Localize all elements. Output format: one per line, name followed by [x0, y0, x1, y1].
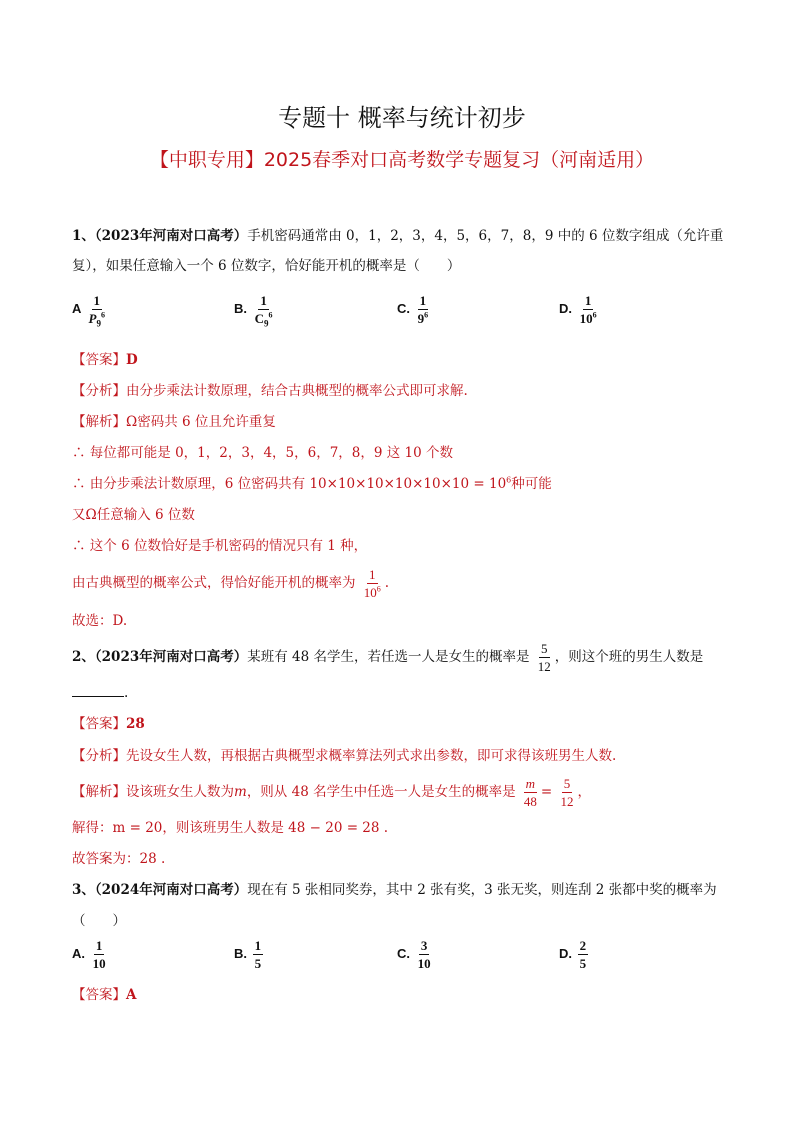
q3-answer-tag: 【答案】: [72, 987, 126, 1003]
q2-stem-line1: [72, 640, 703, 674]
q1-stem-text1: 手机密码通常由 0，1，2，3，4，5，6，7，8，9 中的 6 位数字组成（允许重: [247, 228, 724, 244]
q3-option-a-label: A.: [72, 945, 85, 961]
document-page: [72, 0, 732, 1123]
q2-analysis: [72, 746, 616, 766]
q2-solution-text1b: ，则从 48 名学生中任选一人是女生的概率是: [246, 784, 516, 800]
q1-option-c-num: 1: [419, 293, 427, 308]
q2-number: 2、: [72, 649, 95, 665]
q1-answer-tag: 【答案】: [72, 352, 126, 368]
q3-option-b: [234, 938, 265, 971]
q3-option-d-num: 2: [579, 938, 587, 953]
q2-conclusion: 故答案为：28 .: [72, 851, 166, 867]
q1-solution-line1: [72, 412, 276, 432]
q1-option-b-fraction: [253, 293, 275, 329]
q1-solution-line4: 又Ω任意输入 6 位数: [72, 507, 195, 523]
q1-conclusion: 故选：D.: [72, 613, 128, 629]
q3-option-c-label: C.: [397, 945, 410, 961]
page-title: 专题十 概率与统计初步: [278, 104, 526, 132]
q3-stem-text1: 现在有 5 张相同奖券，其中 2 张有奖，3 张无奖，则连刮 2 张都中奖的概率为: [247, 882, 717, 898]
q3-option-d-fraction: [578, 938, 589, 971]
q1-option-b-sup: 6: [268, 310, 273, 320]
q2-analysis-text: 先设女生人数，再根据古典概型求概率算法列式求出参数，即可求得该班男生人数.: [126, 748, 617, 764]
q1-option-c: [397, 293, 432, 326]
q1-solution-text3b: 种可能: [511, 476, 552, 492]
q3-option-c: [397, 938, 435, 971]
q1-option-d-num: 1: [584, 293, 592, 308]
q2-solution-frac1-num: m: [525, 776, 536, 791]
q3-option-b-label: B.: [234, 945, 247, 961]
q3-option-d-label: D.: [559, 945, 572, 961]
q2-solution-line1: [72, 774, 591, 810]
q1-stem-text2: 复），如果任意输入一个 6 位数字，恰好能开机的概率是（ ）: [72, 258, 461, 274]
q1-solution-frac-den: 10: [363, 585, 377, 600]
q2-solution-frac1-den: 48: [523, 794, 537, 809]
q1-option-d-den: 10: [579, 311, 593, 326]
q2-stem-text-b: ，则这个班的男生人数是: [554, 649, 704, 665]
q3-option-b-fraction: [253, 938, 264, 971]
q3-option-c-num: 3: [420, 938, 428, 953]
q3-option-a-fraction: [91, 938, 108, 971]
q2-answer-tag: 【答案】: [72, 716, 126, 732]
q1-option-a-num: 1: [93, 293, 100, 308]
q1-option-a-sub: 9: [96, 318, 101, 329]
q1-solution-tag: 【解析】: [72, 414, 126, 430]
q1-option-a-label: A: [72, 300, 81, 316]
q2-analysis-tag: 【分析】: [72, 748, 126, 764]
q1-solution-text6a: 由古典概型的概率公式，得恰好能开机的概率为: [72, 575, 356, 591]
q1-solution-line6: [72, 566, 389, 600]
q1-solution-fraction: [362, 567, 383, 600]
q1-option-b-den: C: [254, 311, 265, 326]
q1-option-b-label: B.: [234, 300, 247, 316]
q3-option-a: [72, 938, 110, 971]
q1-analysis-text: 由分步乘法计数原理，结合古典概型的概率公式即可求解.: [126, 383, 468, 399]
q1-solution-line3: [72, 474, 552, 494]
q1-option-a-fraction: [87, 293, 107, 329]
q1-source: （2023年河南对口高考）: [94, 228, 248, 244]
q1-option-c-sup: 6: [424, 310, 429, 320]
q1-option-a: [72, 293, 109, 329]
q1-option-a-sup: 6: [100, 310, 105, 320]
q1-solution-text6b: .: [384, 575, 390, 591]
q3-stem-line2: （ ）: [72, 913, 126, 929]
q2-answer: [72, 714, 145, 734]
q1-answer: [72, 350, 138, 370]
q3-stem-line1: [72, 880, 717, 900]
q2-source: （2023年河南对口高考）: [94, 649, 248, 665]
q3-answer: [72, 985, 136, 1005]
q1-option-c-label: C.: [397, 300, 410, 316]
q2-stem-line2: [72, 682, 128, 703]
q2-solution-fraction2: [558, 776, 575, 809]
q3-source: （2024年河南对口高考）: [94, 882, 248, 898]
q1-option-b: [234, 293, 277, 329]
q2-solution-line2: 解得：m = 20，则该班男生人数是 48 − 20 = 28 .: [72, 820, 389, 836]
q1-solution-text1: Ω密码共 6 位且允许重复: [126, 414, 276, 430]
q1-option-b-sub: 9: [264, 318, 269, 329]
q3-option-d: [559, 938, 590, 971]
q3-option-a-num: 1: [95, 938, 103, 953]
q1-option-c-fraction: [416, 293, 431, 326]
q1-solution-text3a: ∴ 由分步乘法计数原理，6 位密码共有 10×10×10×10×10×10 = 10: [72, 476, 507, 492]
q3-option-b-num: 1: [254, 938, 262, 953]
q2-stem-frac-den: 12: [537, 659, 551, 674]
q2-solution-frac2-den: 12: [560, 794, 574, 809]
q3-option-d-den: 5: [579, 956, 587, 971]
q1-solution-line5: ∴ 这个 6 位数恰好是手机密码的情况只有 1 种，: [72, 538, 368, 554]
q1-option-d: [559, 293, 601, 326]
q3-option-a-den: 10: [92, 956, 106, 971]
q1-option-d-sup: 6: [592, 310, 597, 320]
q3-option-b-den: 5: [254, 956, 262, 971]
q2-stem-fraction: [536, 641, 553, 674]
q2-stem-text-a: 某班有 48 名学生，若任选一人是女生的概率是: [247, 649, 530, 665]
q1-solution-line2: ∴ 每位都可能是 0，1，2，3，4，5，6，7，8，9 这 10 个数: [72, 445, 454, 461]
q1-option-d-label: D.: [559, 300, 572, 316]
q2-stem-frac-num: 5: [541, 641, 548, 656]
q1-option-d-fraction: [578, 293, 599, 326]
q1-answer-value: D: [126, 352, 138, 368]
q3-answer-value: A: [126, 987, 137, 1003]
q2-solution-var: m: [234, 784, 247, 800]
q2-solution-text1c: ，: [577, 784, 591, 800]
q2-solution-frac2-num: 5: [563, 776, 571, 791]
q1-analysis: [72, 381, 468, 401]
q1-analysis-tag: 【分析】: [72, 383, 126, 399]
q3-option-c-fraction: [416, 938, 433, 971]
q2-solution-tag: 【解析】: [72, 784, 126, 800]
q1-option-c-den: 9: [417, 311, 425, 326]
q1-option-a-den: P: [88, 311, 97, 326]
q1-stem-line1: [72, 226, 723, 246]
q1-option-b-num: 1: [260, 293, 267, 308]
q3-number: 3、: [72, 882, 95, 898]
q1-number: 1、: [72, 228, 95, 244]
q1-solution-frac-num: 1: [369, 567, 376, 582]
q2-solution-eq: =: [540, 784, 553, 800]
q2-solution-fraction1: [522, 776, 539, 809]
q1-solution-text3-sup: 6: [506, 475, 512, 485]
q2-answer-blank: [72, 682, 124, 697]
q2-solution-text1a: 设该班女生人数为: [126, 784, 234, 800]
q3-option-c-den: 10: [417, 956, 431, 971]
q2-answer-value: 28: [126, 716, 145, 732]
q1-solution-frac-sup: 6: [376, 584, 381, 594]
q1-stem-line2: [72, 256, 460, 276]
q2-stem-end: .: [124, 685, 129, 701]
page-subtitle: 【中职专用】2025春季对口高考数学专题复习（河南适用）: [149, 149, 655, 171]
